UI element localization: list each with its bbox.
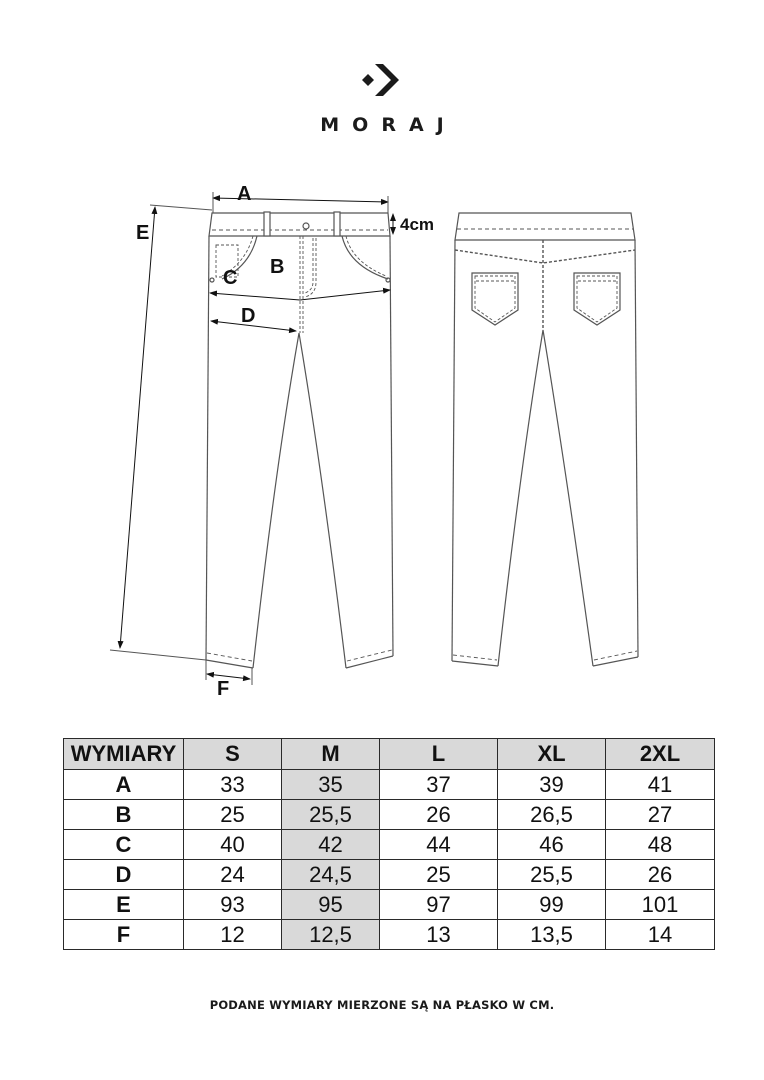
- cell-value: 97: [380, 890, 498, 920]
- cell-value: 13,5: [498, 920, 606, 950]
- cell-value: 12: [184, 920, 282, 950]
- cell-value: 24,5: [282, 860, 380, 890]
- cell-value: 25,5: [282, 800, 380, 830]
- cell-value: 26: [380, 800, 498, 830]
- arrow-diamond-logo-icon: [360, 62, 404, 98]
- header-size-2xl: 2XL: [606, 739, 715, 770]
- cell-value: 95: [282, 890, 380, 920]
- measure-label-a: A: [237, 183, 252, 205]
- table-row: [64, 890, 715, 920]
- cell-value: 24: [184, 860, 282, 890]
- table-header-row: [64, 739, 715, 770]
- measurement-lines: [110, 192, 393, 685]
- table-row: [64, 770, 715, 800]
- cell-value: 25: [184, 800, 282, 830]
- pants-measurement-diagram: [0, 170, 764, 710]
- cell-value: 99: [498, 890, 606, 920]
- cell-value: 33: [184, 770, 282, 800]
- header-size-l: L: [380, 739, 498, 770]
- measure-label-d: D: [241, 305, 256, 327]
- cell-value: 27: [606, 800, 715, 830]
- cell-value: 26: [606, 860, 715, 890]
- cell-value: 37: [380, 770, 498, 800]
- header-size-m: M: [282, 739, 380, 770]
- cell-value: 93: [184, 890, 282, 920]
- header-wymiary: WYMIARY: [64, 739, 184, 770]
- cell-value: 40: [184, 830, 282, 860]
- cell-value: 25,5: [498, 860, 606, 890]
- header-size-xl: XL: [498, 739, 606, 770]
- cell-value: 12,5: [282, 920, 380, 950]
- cell-value: 101: [606, 890, 715, 920]
- measure-label-e: E: [136, 222, 150, 244]
- cell-value: 13: [380, 920, 498, 950]
- size-chart-table: [63, 738, 715, 950]
- brand-logo: [0, 62, 764, 98]
- measure-label-b: B: [270, 256, 285, 278]
- table-row: [64, 860, 715, 890]
- pants-diagram-svg: [0, 170, 764, 710]
- measure-label-c: C: [223, 267, 238, 289]
- row-label: D: [64, 860, 184, 890]
- cell-value: 26,5: [498, 800, 606, 830]
- cell-value: 48: [606, 830, 715, 860]
- row-label: B: [64, 800, 184, 830]
- row-label: F: [64, 920, 184, 950]
- cell-value: 39: [498, 770, 606, 800]
- cell-value: 42: [282, 830, 380, 860]
- table-row: [64, 800, 715, 830]
- brand-name: MORAJ: [320, 114, 457, 136]
- row-label: C: [64, 830, 184, 860]
- table-row: [64, 830, 715, 860]
- cell-value: 41: [606, 770, 715, 800]
- cell-value: 35: [282, 770, 380, 800]
- cell-value: 44: [380, 830, 498, 860]
- measurement-note: PODANE WYMIARY MIERZONE SĄ NA PŁASKO W CM.: [209, 998, 555, 1012]
- measure-label-f: F: [217, 678, 230, 700]
- header-size-s: S: [184, 739, 282, 770]
- measure-label-waistband: 4cm: [400, 215, 435, 234]
- cell-value: 14: [606, 920, 715, 950]
- back-pants-outline: [452, 213, 638, 666]
- cell-value: 46: [498, 830, 606, 860]
- cell-value: 25: [380, 860, 498, 890]
- row-label: A: [64, 770, 184, 800]
- table-row: [64, 920, 715, 950]
- row-label: E: [64, 890, 184, 920]
